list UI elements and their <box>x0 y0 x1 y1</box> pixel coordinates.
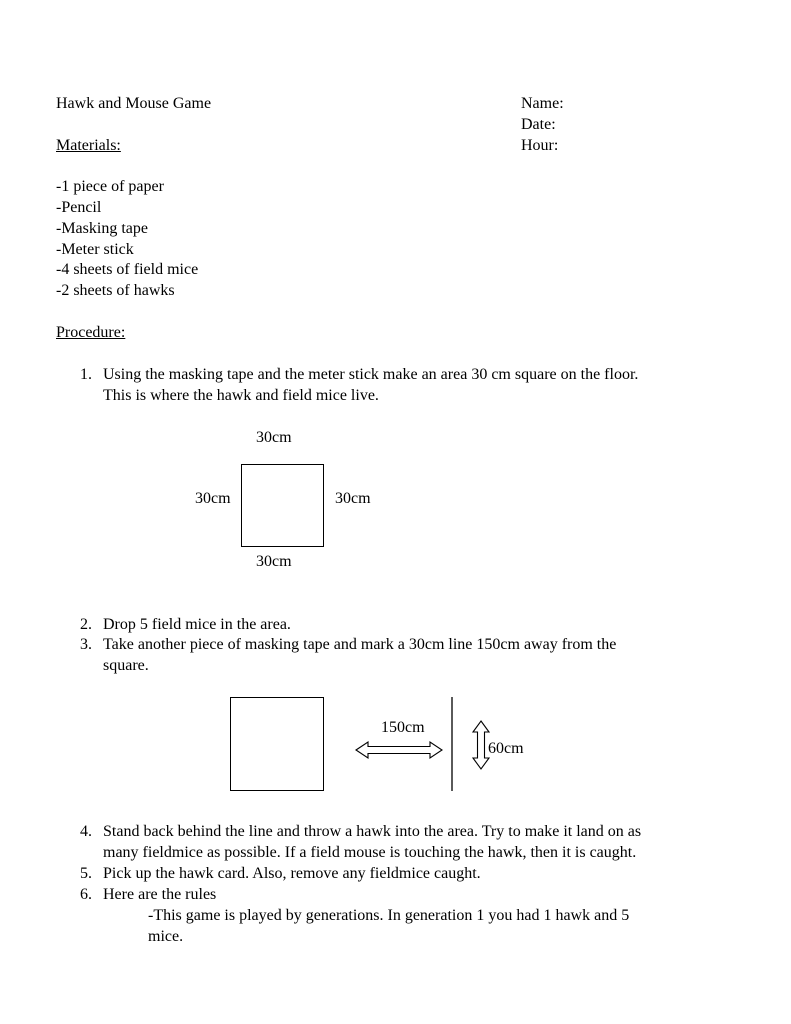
rule-text: mice. <box>148 928 184 945</box>
diagram-left-label: 30cm <box>195 490 231 507</box>
materials-item: -1 piece of paper <box>56 178 164 195</box>
diagram-right-label: 30cm <box>335 490 371 507</box>
materials-item: -2 sheets of hawks <box>56 282 175 299</box>
materials-item: -4 sheets of field mice <box>56 261 199 278</box>
rule-text: -This game is played by generations. In generation 1 you had 1 hawk and 5 <box>148 907 630 924</box>
step-text: Pick up the hawk card. Also, remove any fieldmice caught. <box>103 865 481 882</box>
materials-item: -Pencil <box>56 199 102 216</box>
step-number: 5. <box>80 865 92 882</box>
step-text: Using the masking tape and the meter stick make an area 30 cm square on the floor. <box>103 366 639 383</box>
diagram-top-label: 30cm <box>256 429 292 446</box>
step-text: Stand back behind the line and throw a hawk into the area. Try to make it land on as <box>103 823 642 840</box>
step-text: Here are the rules <box>103 886 217 903</box>
step-text: many fieldmice as possible. If a field mouse is touching the hawk, then it is caught. <box>103 844 637 861</box>
step-number: 4. <box>80 823 92 840</box>
materials-heading: Materials: <box>56 137 121 154</box>
step-number: 3. <box>80 636 92 653</box>
line-length-label: 60cm <box>488 740 524 757</box>
target-square <box>230 697 324 791</box>
step-number: 6. <box>80 886 92 903</box>
horizontal-double-arrow-icon <box>355 741 443 759</box>
step-number: 2. <box>80 616 92 633</box>
procedure-heading: Procedure: <box>56 324 126 341</box>
step-number: 1. <box>80 366 92 383</box>
step-text: square. <box>103 657 149 674</box>
step-text: Drop 5 field mice in the area. <box>103 616 291 633</box>
date-label: Date: <box>521 116 556 133</box>
materials-item: -Masking tape <box>56 220 148 237</box>
name-label: Name: <box>521 95 564 112</box>
step-text: Take another piece of masking tape and mark a 30cm line 150cm away from the <box>103 636 617 653</box>
page-title: Hawk and Mouse Game <box>56 95 212 112</box>
step-text: This is where the hawk and field mice live. <box>103 387 379 404</box>
diagram-bottom-label: 30cm <box>256 553 292 570</box>
materials-item: -Meter stick <box>56 241 134 258</box>
distance-label: 150cm <box>381 719 425 736</box>
hour-label: Hour: <box>521 137 559 154</box>
square-area <box>241 464 324 547</box>
throw-line <box>450 697 454 791</box>
